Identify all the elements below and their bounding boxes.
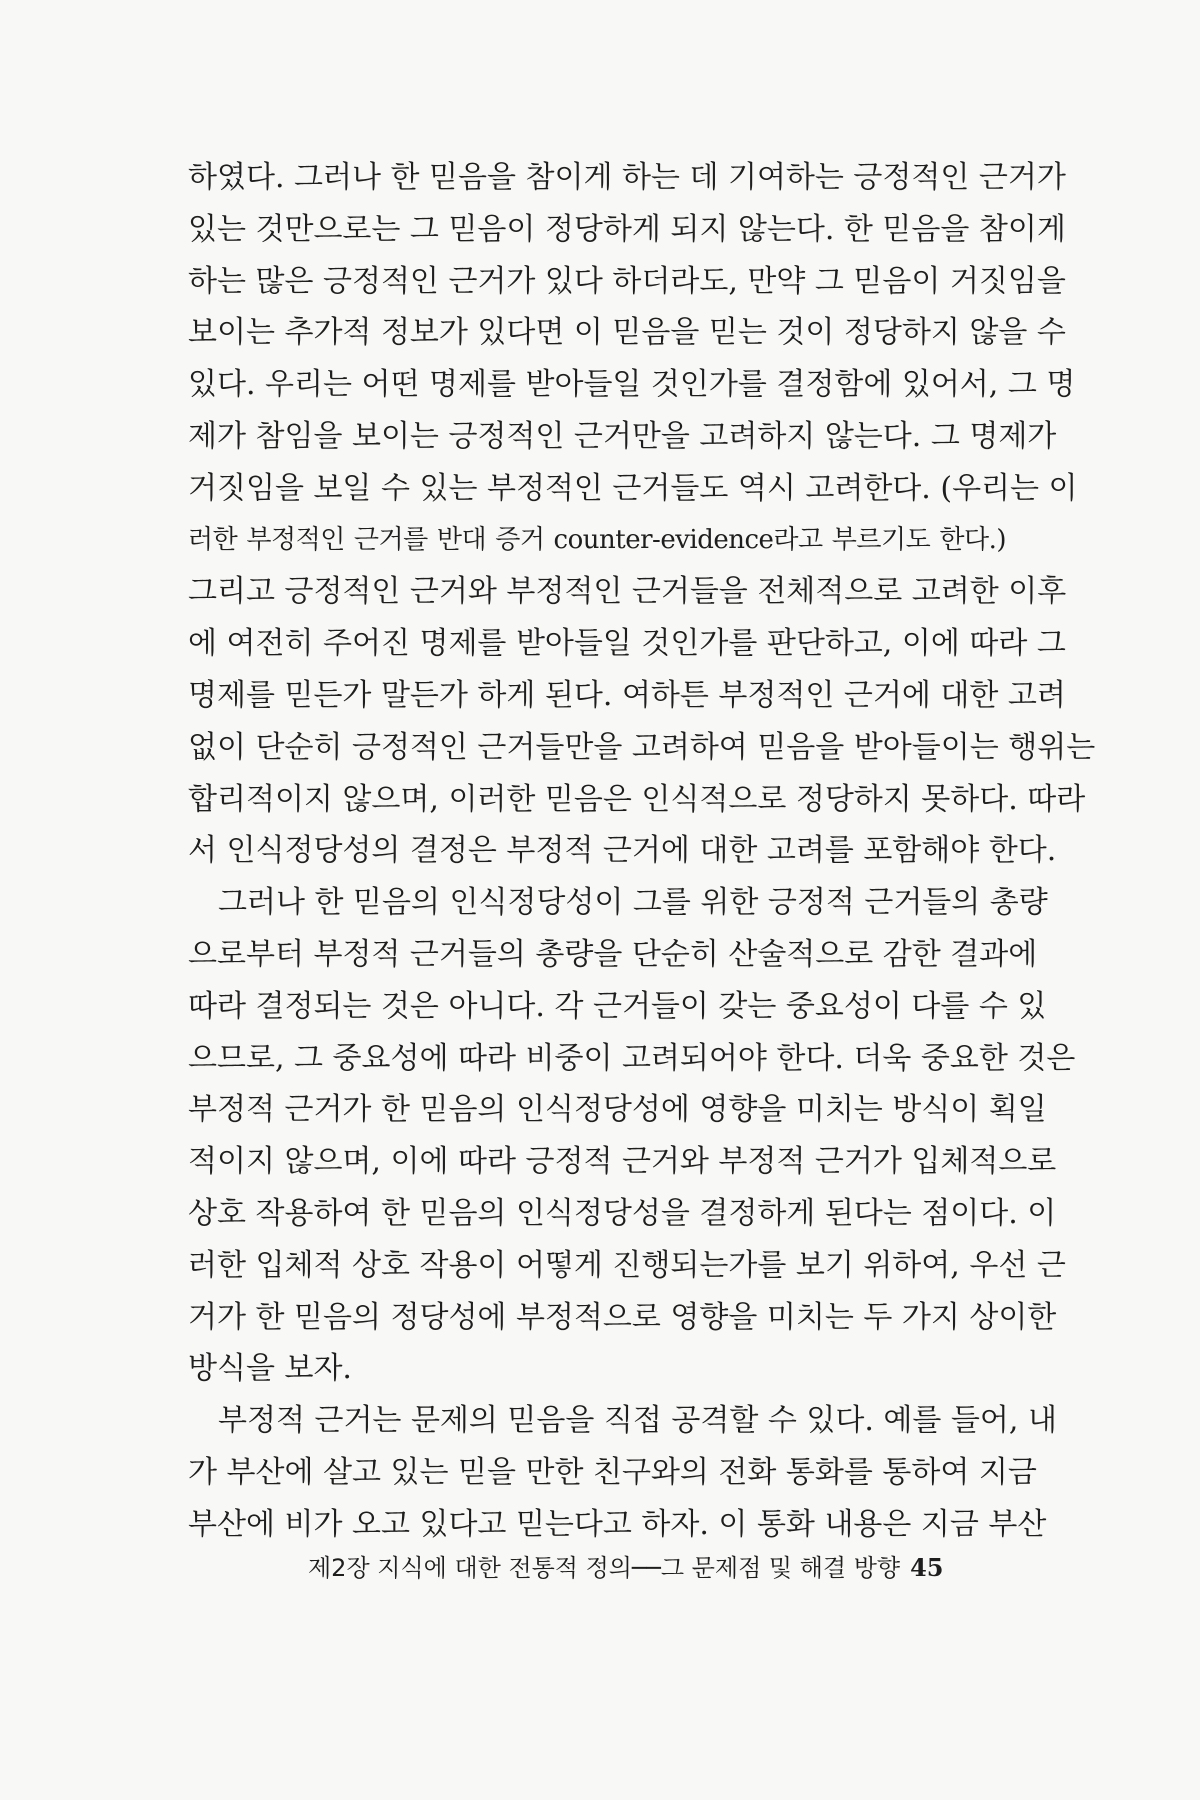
running-footer	[308, 1548, 1008, 1583]
text-line: 상호 작용하여 한 믿음의 인식정당성을 결정하게 된다는 점이다. 이	[188, 1195, 1057, 1231]
text-line: 방식을 보자.	[188, 1351, 352, 1387]
text-line: 없이 단순히 긍정적인 근거들만을 고려하여 믿음을 받아들이는 행위는	[188, 729, 1096, 765]
text-line: 있는 것만으로는 그 믿음이 정당하게 되지 않는다. 한 믿음을 참이게	[188, 211, 1066, 247]
text-line: 으로부터 부정적 근거들의 총량을 단순히 산술적으로 감한 결과에	[188, 936, 1038, 972]
text-line: 하는 많은 긍정적인 근거가 있다 하더라도, 만약 그 믿음이 거짓임을	[188, 263, 1066, 299]
text-line: 서 인식정당성의 결정은 부정적 근거에 대한 고려를 포함해야 한다.	[188, 833, 1057, 869]
text-line: 있다. 우리는 어떤 명제를 받아들일 것인가를 결정함에 있어서, 그 명	[188, 367, 1076, 403]
text-line: 부정적 근거는 문제의 믿음을 직접 공격할 수 있다. 예를 들어, 내	[218, 1403, 1057, 1439]
text-line: 보이는 추가적 정보가 있다면 이 믿음을 믿는 것이 정당하지 않을 수	[188, 315, 1066, 351]
text-line: 러한 부정적인 근거를 반대 증거 counter-evidence라고 부르기도 한다.)	[188, 524, 1006, 555]
text-line: 적이지 않으며, 이에 따라 긍정적 근거와 부정적 근거가 입체적으로	[188, 1144, 1057, 1180]
text-line: 제가 참임을 보이는 긍정적인 근거만을 고려하지 않는다. 그 명제가	[188, 418, 1057, 454]
page-number: 45	[910, 1553, 944, 1582]
text-line: 따라 결정되는 것은 아니다. 각 근거들이 갖는 중요성이 다를 수 있	[188, 988, 1047, 1024]
text-line: 부산에 비가 오고 있다고 믿는다고 하자. 이 통화 내용은 지금 부산	[188, 1506, 1047, 1542]
text-line: 에 여전히 주어진 명제를 받아들일 것인가를 판단하고, 이에 따라 그	[188, 626, 1066, 662]
text-line: 명제를 믿든가 말든가 하게 된다. 여하튼 부정적인 근거에 대한 고려	[188, 677, 1066, 713]
text-line: 합리적이지 않으며, 이러한 믿음은 인식적으로 정당하지 못하다. 따라	[188, 781, 1086, 817]
text-line: 부정적 근거가 한 믿음의 인식정당성에 영향을 미치는 방식이 획일	[188, 1092, 1047, 1128]
chapter-title: 제2장 지식에 대한 전통적 정의──그 문제점 및 해결 방향	[308, 1554, 901, 1582]
body-text	[188, 152, 1096, 1551]
text-line: 그러나 한 믿음의 인식정당성이 그를 위한 긍정적 근거들의 총량	[218, 885, 1048, 921]
text-line: 거짓임을 보일 수 있는 부정적인 근거들도 역시 고려한다. (우리는 이	[188, 470, 1078, 506]
text-line: 거가 한 믿음의 정당성에 부정적으로 영향을 미치는 두 가지 상이한	[188, 1299, 1057, 1335]
text-line: 하였다. 그러나 한 믿음을 참이게 하는 데 기여하는 긍정적인 근거가	[188, 160, 1066, 195]
text-line: 러한 입체적 상호 작용이 어떻게 진행되는가를 보기 위하여, 우선 근	[188, 1247, 1066, 1283]
text-line: 으므로, 그 중요성에 따라 비중이 고려되어야 한다. 더욱 중요한 것은	[188, 1040, 1076, 1076]
text-line: 가 부산에 살고 있는 믿을 만한 친구와의 전화 통화를 통하여 지금	[188, 1454, 1037, 1490]
text-line: 그리고 긍정적인 근거와 부정적인 근거들을 전체적으로 고려한 이후	[188, 574, 1067, 610]
